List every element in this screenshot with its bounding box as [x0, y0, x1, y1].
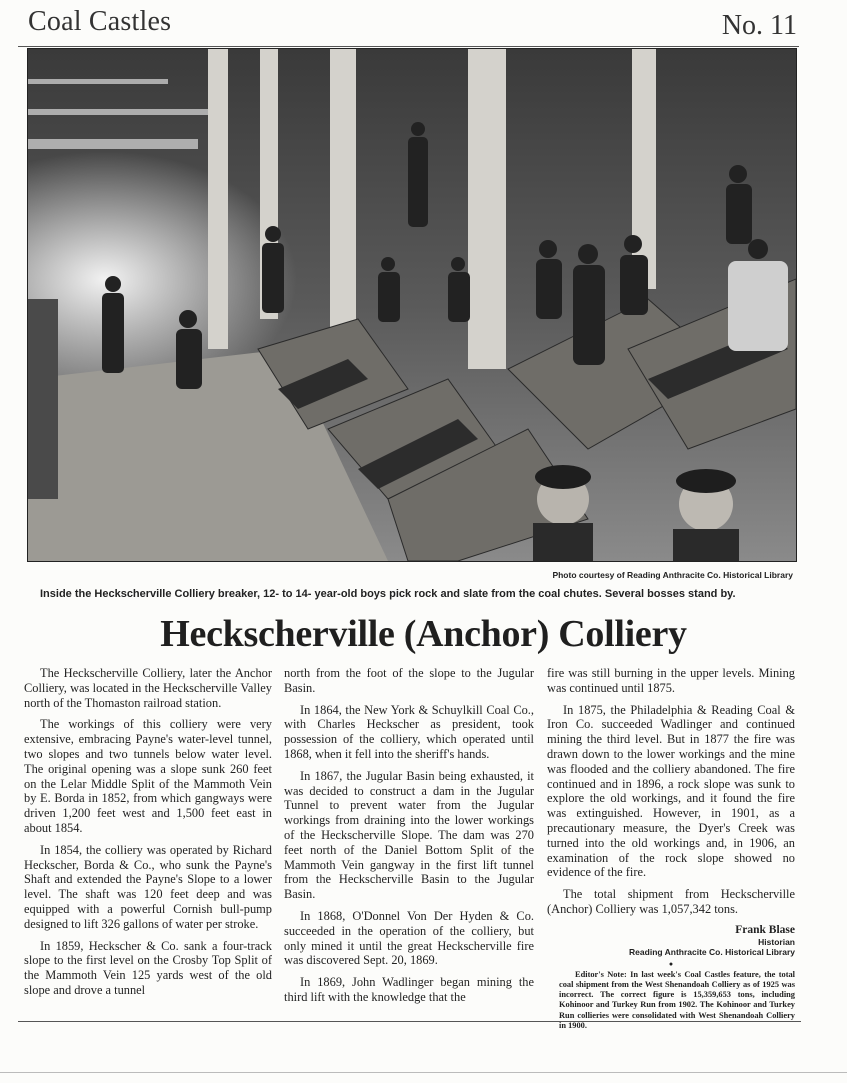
paragraph: The Heckscherville Colliery, later the Anchor Colliery, was located in the Heckscherville Valley north of the Thomaston railroad station. [24, 666, 272, 710]
paragraph: In 1859, Heckscher & Co. sank a four-track slope to the first level on the Crosby Top Split of the Mammoth Vein 125 yards west of the old slope and drove a tunnel [24, 938, 272, 997]
author-signature [547, 924, 795, 957]
bottom-rule [18, 1021, 801, 1022]
paragraph: fire was still burning in the upper levels. Mining was continued until 1875. [547, 666, 795, 695]
paragraph: In 1869, John Wadlinger began mining the third lift with the knowledge that the [284, 975, 534, 1004]
paragraph: In 1854, the colliery was operated by Richard Heckscher, Borda & Co., who sunk the Payne's Shaft and extended the Payne's Slope to a lower level. The shaft was 120 feet deep and was equipped with a powerful Cornish bull-pump designed to lift 326 gallons of water per stroke. [24, 842, 272, 931]
colliery-breaker-photo [27, 48, 797, 562]
issue-number: No. 11 [721, 10, 797, 41]
paragraph: The workings of this colliery were very extensive, embracing Payne's water-level tunnel, two slopes and two tunnels below water level. The original opening was a slope sunk 260 feet on the Lelar Middle Split of the Mammoth Vein by E. Borda in 1852, from which gangways were driven 1,200 feet west and 1,500 feet east in about 1854. [24, 717, 272, 835]
article-column-2 [284, 666, 534, 1012]
bullet-icon: ● [668, 959, 674, 968]
article-column-1 [24, 666, 272, 1005]
paragraph: north from the foot of the slope to the Jugular Basin. [284, 666, 534, 695]
author-organization: Reading Anthracite Co. Historical Library [629, 946, 795, 957]
colliery-breaker-photo-icon [28, 49, 796, 561]
top-rule [18, 46, 799, 47]
editors-note: Editor's Note: In last week's Coal Castles feature, the total coal shipment from the West Shenandoah Colliery as of 1925 was incorrect. The correct figure is 15,359,653 tons, including Kohinoor and Turkey Run from 1902. The Kohinoor and Turkey Run collieries were consolidated with West Shenandoah Colliery in 1900. [559, 969, 795, 1030]
author-name: Frank Blase [735, 923, 795, 936]
article-column-3 [547, 666, 795, 1038]
photo-caption: Inside the Heckscherville Colliery breaker, 12- to 14- year-old boys pick rock and slate from the coal chutes. Several bosses stand by. [40, 588, 736, 600]
series-title: Coal Castles [28, 6, 172, 37]
author-title: Historian [758, 936, 795, 947]
paragraph: In 1867, the Jugular Basin being exhausted, it was decided to construct a dam in the Jugular Tunnel to prevent water from the Jugular workings from draining into the lower workings of the Heckscherville Slope. The dam was 270 feet north of the Daniel Bottom Split of the Mammoth Vein gangway in the first lift tunnel from the Heckscherville Basin to the Jugular Basin. [284, 768, 534, 902]
paragraph: The total shipment from Heckscherville (Anchor) Colliery was 1,057,342 tons. [547, 887, 795, 916]
paragraph: In 1875, the Philadelphia & Reading Coal & Iron Co. succeeded Wadlinger and continued mining the third level. But in 1877 the fire was drawn down to the lower workings and the mine was flooded and the colliery abandoned. The fire continued and in 1896, a rock slope was sunk to explore the old workings, and it found the fire was extinguished. However, in 1901, as a precautionary measure, the Dyer's Creek was turned into the old workings and, in 1906, an examination of the rock slope showed no evidence of the fire. [547, 702, 795, 880]
paragraph: In 1864, the New York & Schuylkill Coal Co., with Charles Heckscher as president, took possession of the colliery, which operated until 1868, when it fell into the sheriff's hands. [284, 702, 534, 761]
paragraph: In 1868, O'Donnel Von Der Hyden & Co. succeeded in the operation of the colliery, but only mined it until the great Heckscherville fire was discovered Sept. 20, 1869. [284, 908, 534, 968]
page-edge-rule [0, 1072, 847, 1073]
photo-credit: Photo courtesy of Reading Anthracite Co. Historical Library [552, 570, 793, 580]
article-headline: Heckscherville (Anchor) Colliery [160, 613, 687, 655]
